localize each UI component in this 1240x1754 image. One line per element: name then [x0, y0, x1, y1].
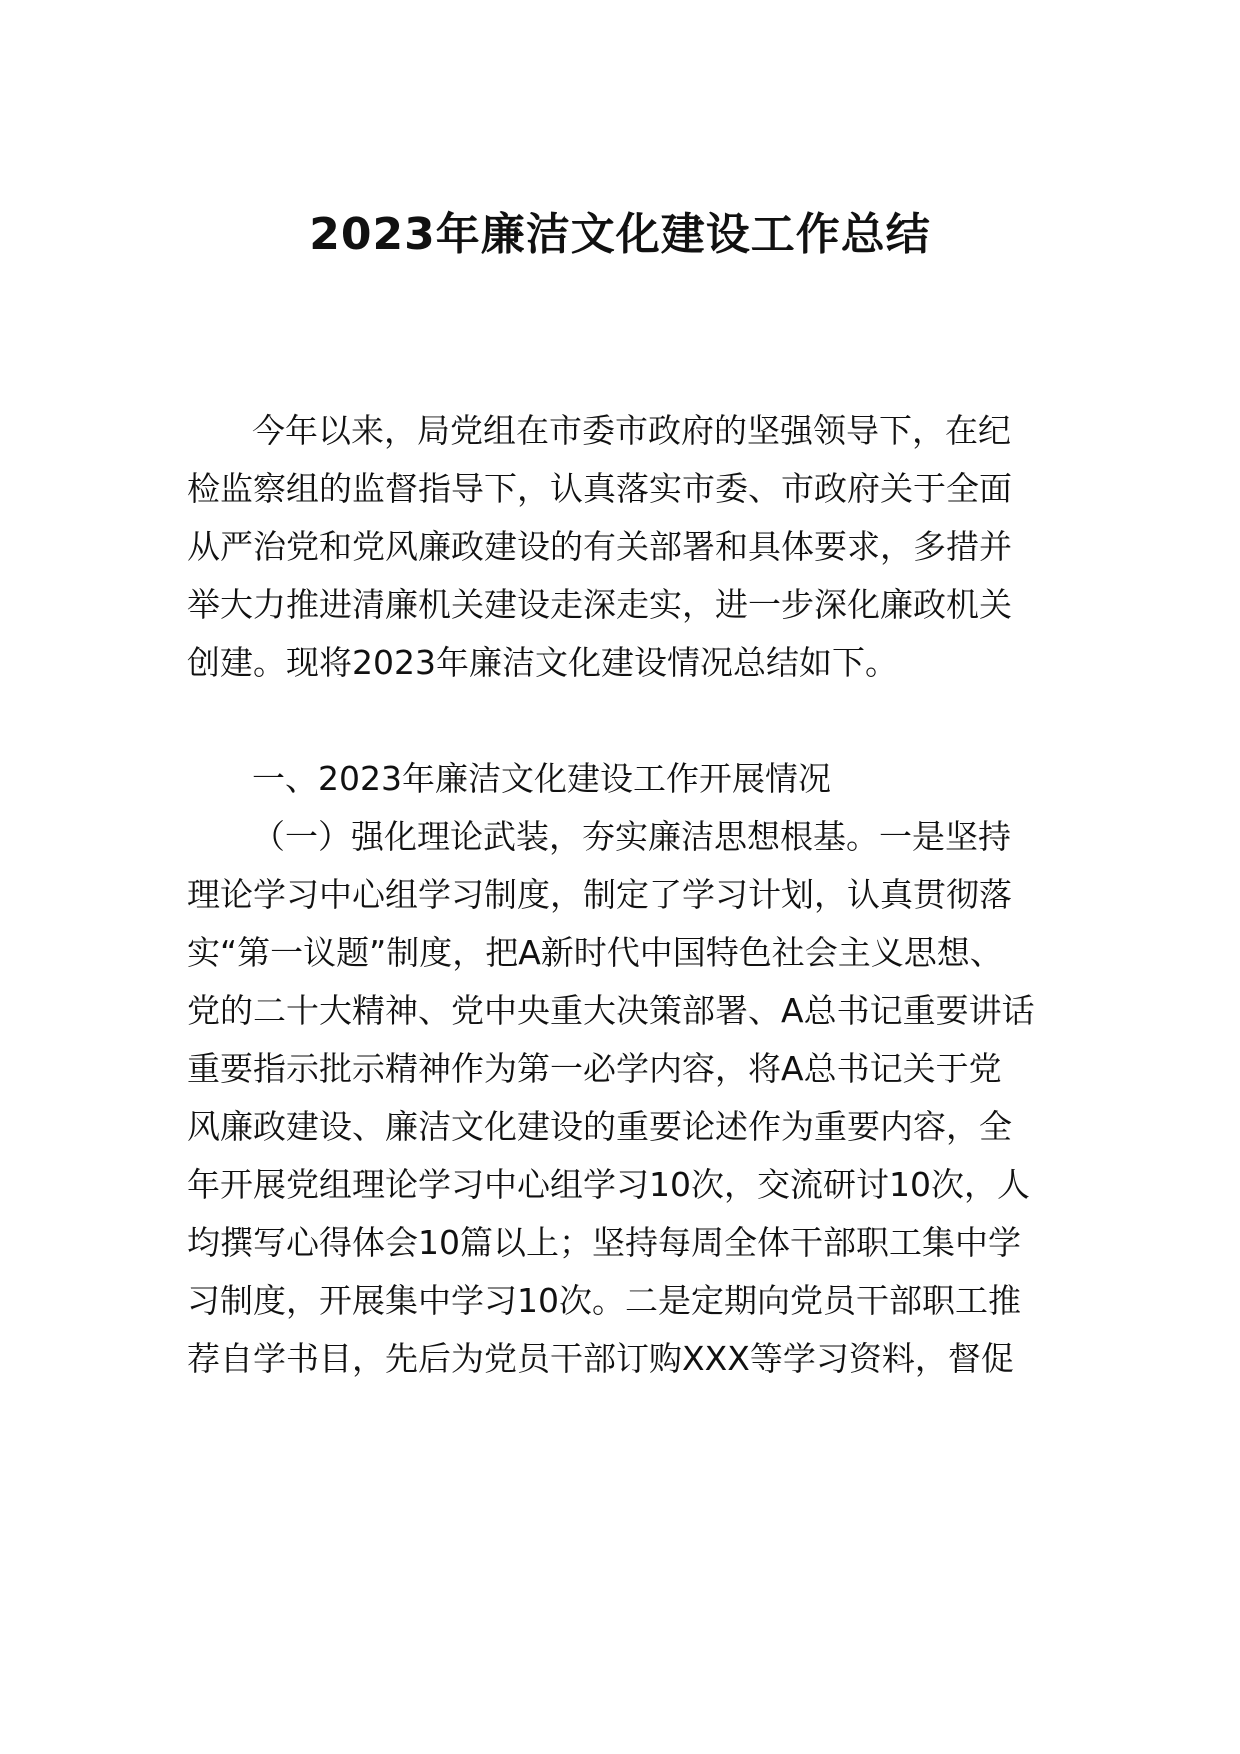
body-line: 荐自学书目，先后为党员干部订购XXX等学习资料，督促	[187, 1339, 1014, 1378]
intro-line: 从严治党和党风廉政建设的有关部署和具体要求，多措并	[187, 527, 1012, 566]
intro-line: 今年以来，局党组在市委市政府的坚强领导下，在纪	[252, 411, 1011, 450]
intro-line: 举大力推进清廉机关建设走深走实，进一步深化廉政机关	[187, 585, 1012, 624]
document-title: 2023年廉洁文化建设工作总结	[309, 209, 931, 260]
body-line: 党的二十大精神、党中央重大决策部署、A总书记重要讲话	[187, 991, 1035, 1030]
intro-line: 创建。现将2023年廉洁文化建设情况总结如下。	[187, 643, 898, 682]
section-heading: 一、2023年廉洁文化建设工作开展情况	[252, 759, 831, 798]
body-line: （一）强化理论武装，夯实廉洁思想根基。一是坚持	[252, 817, 1011, 856]
body-line: 年开展党组理论学习中心组学习10次，交流研讨10次，人	[187, 1165, 1030, 1204]
intro-line: 检监察组的监督指导下，认真落实市委、市政府关于全面	[187, 469, 1012, 508]
body-line: 实“第一议题”制度，把A新时代中国特色社会主义思想、	[187, 933, 1003, 972]
body-line: 重要指示批示精神作为第一必学内容，将A总书记关于党	[187, 1049, 1002, 1088]
body-line: 理论学习中心组学习制度，制定了学习计划，认真贯彻落	[187, 875, 1012, 914]
body-line: 均撰写心得体会10篇以上；坚持每周全体干部职工集中学	[187, 1223, 1021, 1262]
body-line: 习制度，开展集中学习10次。二是定期向党员干部职工推	[187, 1281, 1021, 1320]
body-line: 风廉政建设、廉洁文化建设的重要论述作为重要内容，全	[187, 1107, 1012, 1146]
